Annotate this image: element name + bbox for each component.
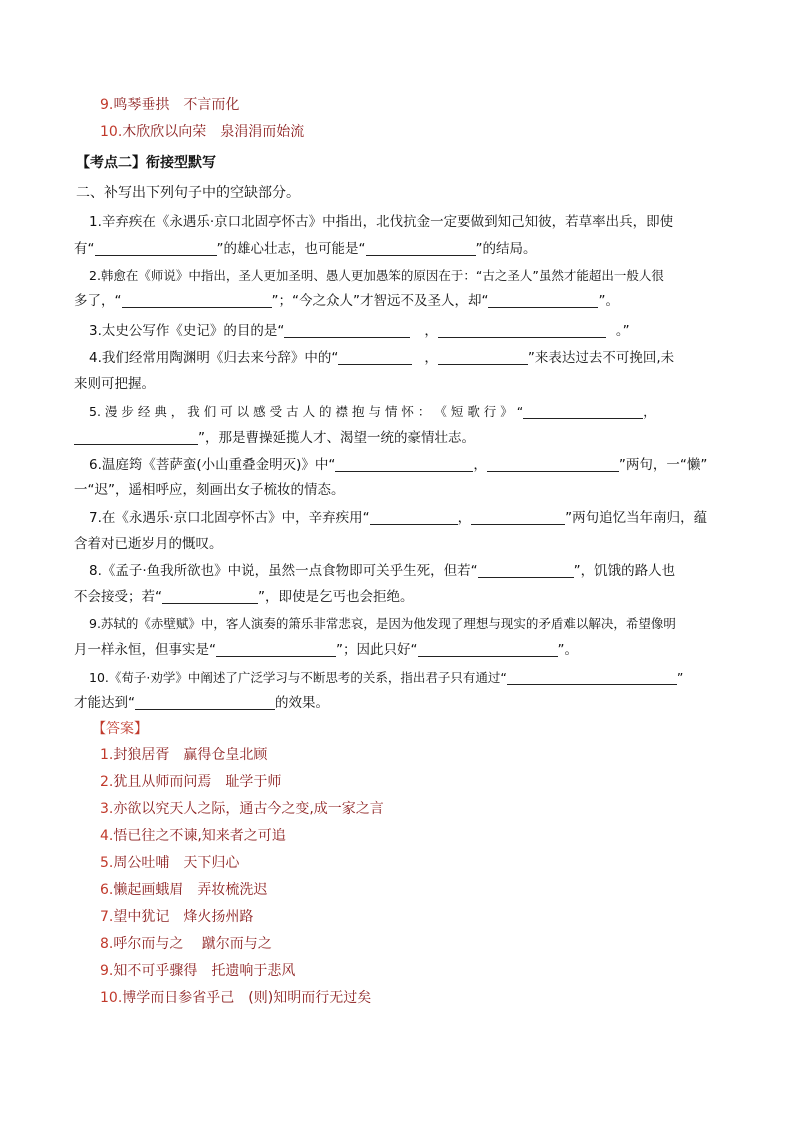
blank-field[interactable]	[370, 510, 458, 525]
text: ”来表达过去不可挽回,未	[527, 350, 675, 366]
text: ”两句，一“懒”	[618, 457, 708, 473]
answer-text: 博学而日参省乎己 (则)知明而行无过矣	[122, 990, 372, 1006]
text: ，	[643, 404, 656, 419]
text: 3.太史公写作《史记》的目的是“	[89, 323, 285, 339]
question-8-line-2	[74, 588, 694, 606]
answer-number: 4.	[100, 828, 114, 844]
question-10-line-1	[89, 669, 709, 687]
text: ”，饥饿的路人也	[573, 563, 676, 579]
text: ”；“今之众人”才智远不及圣人，却“	[271, 293, 489, 309]
answer-number: 8.	[100, 936, 114, 952]
text: ”，那是曹操延揽人才、渴望一统的豪情壮志。	[198, 430, 475, 446]
question-7-line-2: 含着对已逝岁月的慨叹。	[74, 536, 223, 552]
question-9-line-2	[74, 641, 694, 659]
question-8-line-1	[89, 562, 709, 580]
answer-number: 1.	[100, 747, 114, 763]
text: ”，即使是乞丐也会拒绝。	[258, 589, 414, 605]
answer-item-10	[100, 989, 720, 1007]
instruction: 二、补写出下列句子中的空缺部分。	[76, 185, 300, 201]
answer-number: 9.	[100, 97, 114, 113]
text: ，	[424, 350, 438, 366]
answer-item-8	[100, 935, 720, 953]
answer-text: 懒起画蛾眉 弄妆梳洗迟	[113, 882, 268, 898]
answer-text: 木欣欣以向荣	[122, 124, 207, 140]
answer-number: 7.	[100, 909, 114, 925]
answer-number: 3.	[100, 801, 114, 817]
text: ”的结局。	[475, 241, 537, 257]
blank-field[interactable]	[122, 293, 272, 308]
answer-text: 泉涓涓而始流	[220, 124, 305, 140]
text: 有“	[74, 241, 95, 257]
answer-item-9	[100, 962, 720, 980]
answer-text: 知不可乎骤得 托遗响于悲风	[113, 963, 296, 979]
answer-number: 5.	[100, 855, 114, 871]
text: 5. 漫 步 经 典 ， 我 们 可 以 感 受 古 人 的 襟 抱 与 情 怀 ： 《 短 歌 行 》 “	[89, 404, 524, 419]
text: 不会接受；若“	[74, 589, 162, 605]
blank-field[interactable]	[488, 293, 598, 308]
blank-field[interactable]	[507, 670, 677, 685]
blank-field[interactable]	[478, 563, 574, 578]
question-2-line-1: 2.韩愈在《师说》中指出，圣人更加圣明、愚人更加愚笨的原因在于：“古之圣人”虽然才能超出一般人很	[89, 268, 664, 283]
answer-item-1	[100, 746, 720, 764]
question-4-line-1	[89, 349, 709, 367]
text: 多了，“	[74, 293, 122, 309]
text: ”。	[598, 293, 619, 309]
answer-text: 周公吐哺 天下归心	[113, 855, 240, 871]
answer-text: 望中犹记 烽火扬州路	[113, 909, 254, 925]
answer-item-6	[100, 881, 720, 899]
answer-item-7	[100, 908, 720, 926]
question-3	[89, 322, 709, 340]
text: 月一样永恒，但事实是“	[74, 642, 216, 658]
answer-text: 亦欲以究天人之际，通古今之变,成一家之言	[113, 801, 384, 817]
answer-number: 6.	[100, 882, 114, 898]
text: ，	[457, 510, 472, 526]
answer-title: 【答案】	[92, 721, 148, 737]
answer-item-3	[100, 800, 720, 818]
blank-field[interactable]	[284, 323, 410, 338]
text: ”；因此只好“	[336, 642, 418, 658]
blank-field[interactable]	[162, 589, 258, 604]
blank-field[interactable]	[216, 642, 336, 657]
answer-text: 不言而化	[183, 97, 240, 113]
blank-field[interactable]	[487, 457, 619, 472]
question-5-line-2	[74, 429, 694, 447]
blank-field[interactable]	[74, 430, 198, 445]
question-7-line-1	[89, 509, 709, 527]
text: 才能达到“	[74, 695, 135, 711]
question-6-line-1	[89, 456, 709, 474]
question-6-line-2: 一“迟”，遥相呼应，刻画出女子梳妆的情态。	[74, 482, 345, 498]
blank-field[interactable]	[135, 695, 275, 710]
blank-field[interactable]	[471, 510, 565, 525]
answer-text: 呼尔而与之 蹴尔而与之	[113, 936, 272, 952]
answer-text: 鸣琴垂拱	[113, 97, 170, 113]
blank-field[interactable]	[338, 350, 412, 365]
question-5-line-1	[89, 403, 709, 421]
blank-field[interactable]	[95, 241, 217, 256]
answer-number: 10.	[100, 124, 123, 140]
blank-field[interactable]	[438, 323, 606, 338]
blank-field[interactable]	[523, 404, 643, 419]
answer-number: 2.	[100, 774, 114, 790]
section-title: 【考点二】衔接型默写	[76, 155, 216, 171]
text: 6.温庭筠《菩萨蛮(小山重叠金明灭)》中“	[89, 457, 336, 473]
question-1-line-1: 1.辛弃疾在《永遇乐·京口北固亭怀古》中指出，北伐抗金一定要做到知己知彼，若草率出兵，即使	[89, 214, 674, 230]
answer-item-4	[100, 827, 720, 845]
top-answer-9	[100, 96, 720, 114]
text: ”的雄心壮志，也可能是“	[216, 241, 366, 257]
text: 10.《荀子·劝学》中阐述了广泛学习与不断思考的关系，指出君子只有通过“	[89, 670, 507, 685]
blank-field[interactable]	[418, 642, 558, 657]
question-2-line-2	[74, 292, 694, 310]
text: ，	[424, 323, 438, 339]
answer-item-5	[100, 854, 720, 872]
question-1-line-2	[74, 240, 694, 258]
text: ”	[676, 670, 684, 685]
text: 。”	[615, 323, 630, 339]
question-10-line-2	[74, 694, 694, 712]
answer-item-2	[100, 773, 720, 791]
text: ，	[473, 457, 487, 473]
text: 7.在《永遇乐·京口北固亭怀古》中，辛弃疾用“	[89, 510, 370, 526]
question-4-line-2: 来则可把握。	[74, 376, 155, 392]
answer-text: 悟已往之不谏,知来者之可追	[113, 828, 286, 844]
text: 8.《孟子·鱼我所欲也》中说，虽然一点食物即可关乎生死，但若“	[89, 563, 478, 579]
answer-text: 犹且从师而问焉 耻学于师	[113, 774, 282, 790]
text: ”。	[557, 642, 578, 658]
blank-field[interactable]	[366, 241, 476, 256]
answer-text: 封狼居胥 赢得仓皇北顾	[113, 747, 268, 763]
text: ”两句追忆当年南归，蕴	[565, 510, 708, 526]
blank-field[interactable]	[335, 457, 473, 472]
question-9-line-1: 9.苏轼的《赤壁赋》中，客人演奏的箫乐非常悲哀，是因为他发现了理想与现实的矛盾难以解决，希望像明	[89, 616, 676, 631]
top-answer-10	[100, 123, 720, 141]
text: 4.我们经常用陶渊明《归去来兮辞》中的“	[89, 350, 339, 366]
answer-number: 10.	[100, 990, 123, 1006]
text: 的效果。	[275, 695, 329, 711]
blank-field[interactable]	[438, 350, 528, 365]
answer-number: 9.	[100, 963, 114, 979]
